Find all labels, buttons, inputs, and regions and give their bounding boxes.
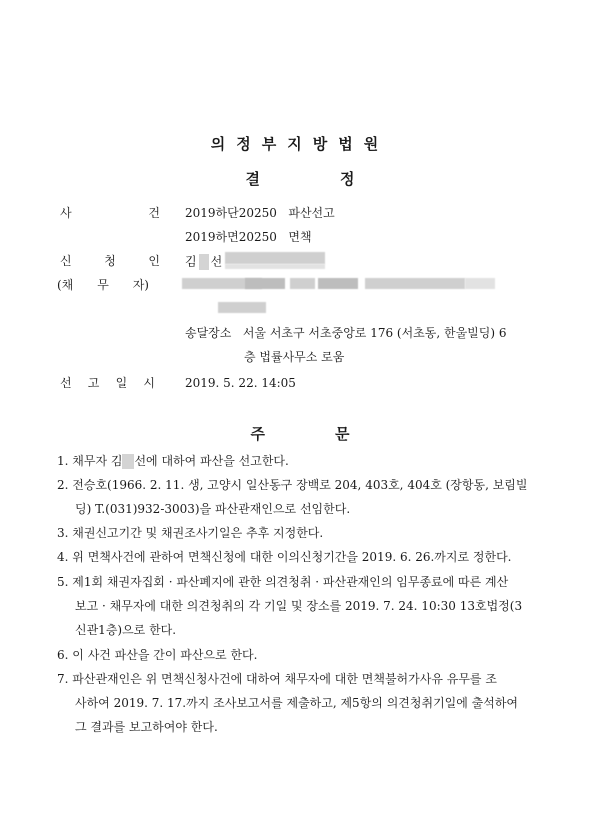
case-label-char: 건 bbox=[148, 206, 160, 220]
case-number: 2019하단20250 bbox=[185, 206, 277, 220]
decision-date-label-char: 고 bbox=[87, 376, 100, 390]
redacted-block bbox=[365, 278, 465, 289]
order-item-2-cont: 딩) T.(031)932-3003)을 파산관재인으로 선임한다. bbox=[75, 502, 351, 516]
decision-date-label-char: 선 bbox=[60, 376, 72, 390]
order-title-char: 주 bbox=[250, 425, 265, 443]
order-item-6 bbox=[57, 648, 547, 662]
applicant-label-char: 청 bbox=[104, 254, 116, 268]
order-item-5-cont: 보고 · 채무자에 대한 의견청취의 각 기일 및 장소를 2019. 7. 24. 10:30 13호법정(3 bbox=[75, 599, 523, 613]
redacted-block bbox=[218, 302, 266, 313]
debtor-label-char: 자) bbox=[132, 278, 149, 292]
order-text: 채무자 김 bbox=[72, 454, 123, 468]
order-number: 6. bbox=[57, 648, 69, 662]
order-item-5-cont-2: 신관1층)으로 한다. bbox=[75, 623, 177, 637]
decision-date-label bbox=[60, 376, 155, 390]
order-item-1 bbox=[57, 454, 547, 469]
decision-date-label-char: 일 bbox=[115, 376, 128, 390]
case-type: 파산선고 bbox=[288, 206, 335, 220]
case-number: 2019하면20250 bbox=[185, 230, 277, 244]
decision-date-label-char: 시 bbox=[143, 376, 155, 390]
order-number: 5. bbox=[57, 575, 69, 589]
decision-date-value: 2019. 5. 22. 14:05 bbox=[185, 376, 296, 390]
applicant-name bbox=[185, 254, 222, 270]
case-value-2 bbox=[185, 230, 312, 244]
redacted-block bbox=[122, 454, 134, 469]
redacted-block bbox=[245, 278, 285, 289]
order-number: 1. bbox=[57, 454, 69, 468]
order-title-char: 문 bbox=[335, 425, 350, 443]
service-address-line-1 bbox=[185, 326, 507, 340]
applicant-label bbox=[60, 254, 160, 268]
order-number: 2. bbox=[57, 478, 69, 492]
service-address-line-2: 층 법률사무소 로움 bbox=[244, 350, 345, 364]
document-type-title bbox=[0, 168, 600, 189]
doc-type-char-2: 정 bbox=[340, 170, 355, 188]
order-number: 4. bbox=[57, 550, 69, 564]
order-text: 이 사건 파산을 간이 파산으로 한다. bbox=[72, 648, 258, 662]
debtor-label-char: (채 bbox=[57, 278, 74, 292]
applicant-name-first: 김 bbox=[185, 254, 197, 269]
order-text: 채권신고기간 및 채권조사기일은 추후 지정한다. bbox=[72, 526, 324, 540]
debtor-label-char: 무 bbox=[97, 278, 109, 292]
case-label-char: 사 bbox=[60, 206, 72, 220]
order-item-7 bbox=[57, 672, 547, 686]
debtor-label bbox=[57, 278, 149, 292]
order-number: 7. bbox=[57, 672, 69, 686]
court-name: 의정부지방법원 bbox=[210, 135, 390, 153]
redacted-block bbox=[465, 278, 495, 289]
order-text: 선에 대하여 파산을 선고한다. bbox=[134, 454, 289, 468]
doc-type-char-1: 결 bbox=[245, 170, 260, 188]
service-address-value: 서울 서초구 서초중앙로 176 (서초동, 한울빌딩) 6 bbox=[242, 326, 507, 340]
order-number: 3. bbox=[57, 526, 69, 540]
case-value-1 bbox=[185, 206, 335, 220]
redacted-block bbox=[225, 252, 325, 264]
case-label bbox=[60, 206, 160, 220]
order-item-7-cont: 사하여 2019. 7. 17.까지 조사보고서를 제출하고, 제5항의 의견청취기일에 출석하여 bbox=[75, 696, 519, 710]
redacted-block bbox=[225, 264, 325, 269]
redacted-block bbox=[199, 254, 209, 270]
redacted-block bbox=[318, 278, 358, 289]
service-address-label: 송달장소 bbox=[185, 326, 232, 340]
order-text: 파산관재인은 위 면책신청사건에 대하여 채무자에 대한 면책불허가사유 유무를 조 bbox=[72, 672, 497, 686]
order-text: 제1회 채권자집회 · 파산폐지에 관한 의견청취 · 파산관재인의 임무종료에 따른 계산 bbox=[72, 575, 509, 589]
order-item-7-cont-2: 그 결과를 보고하여야 한다. bbox=[75, 720, 218, 734]
order-item-4 bbox=[57, 550, 547, 564]
applicant-label-char: 신 bbox=[60, 254, 72, 268]
applicant-name-last: 선 bbox=[210, 254, 223, 269]
order-item-5 bbox=[57, 575, 547, 589]
order-text: 위 면책사건에 관하여 면책신청에 대한 이의신청기간을 2019. 6. 26.까지로 정한다. bbox=[72, 550, 512, 564]
applicant-label-char: 인 bbox=[148, 254, 160, 268]
redacted-block bbox=[290, 278, 315, 289]
order-item-2 bbox=[57, 478, 547, 492]
order-section-title bbox=[0, 423, 600, 444]
case-type: 면책 bbox=[288, 230, 312, 244]
order-item-3 bbox=[57, 526, 547, 540]
order-text: 전승호(1966. 2. 11. 생, 고양시 일산동구 장백로 204, 403호, 404호 (장항동, 보림빌 bbox=[72, 478, 528, 492]
